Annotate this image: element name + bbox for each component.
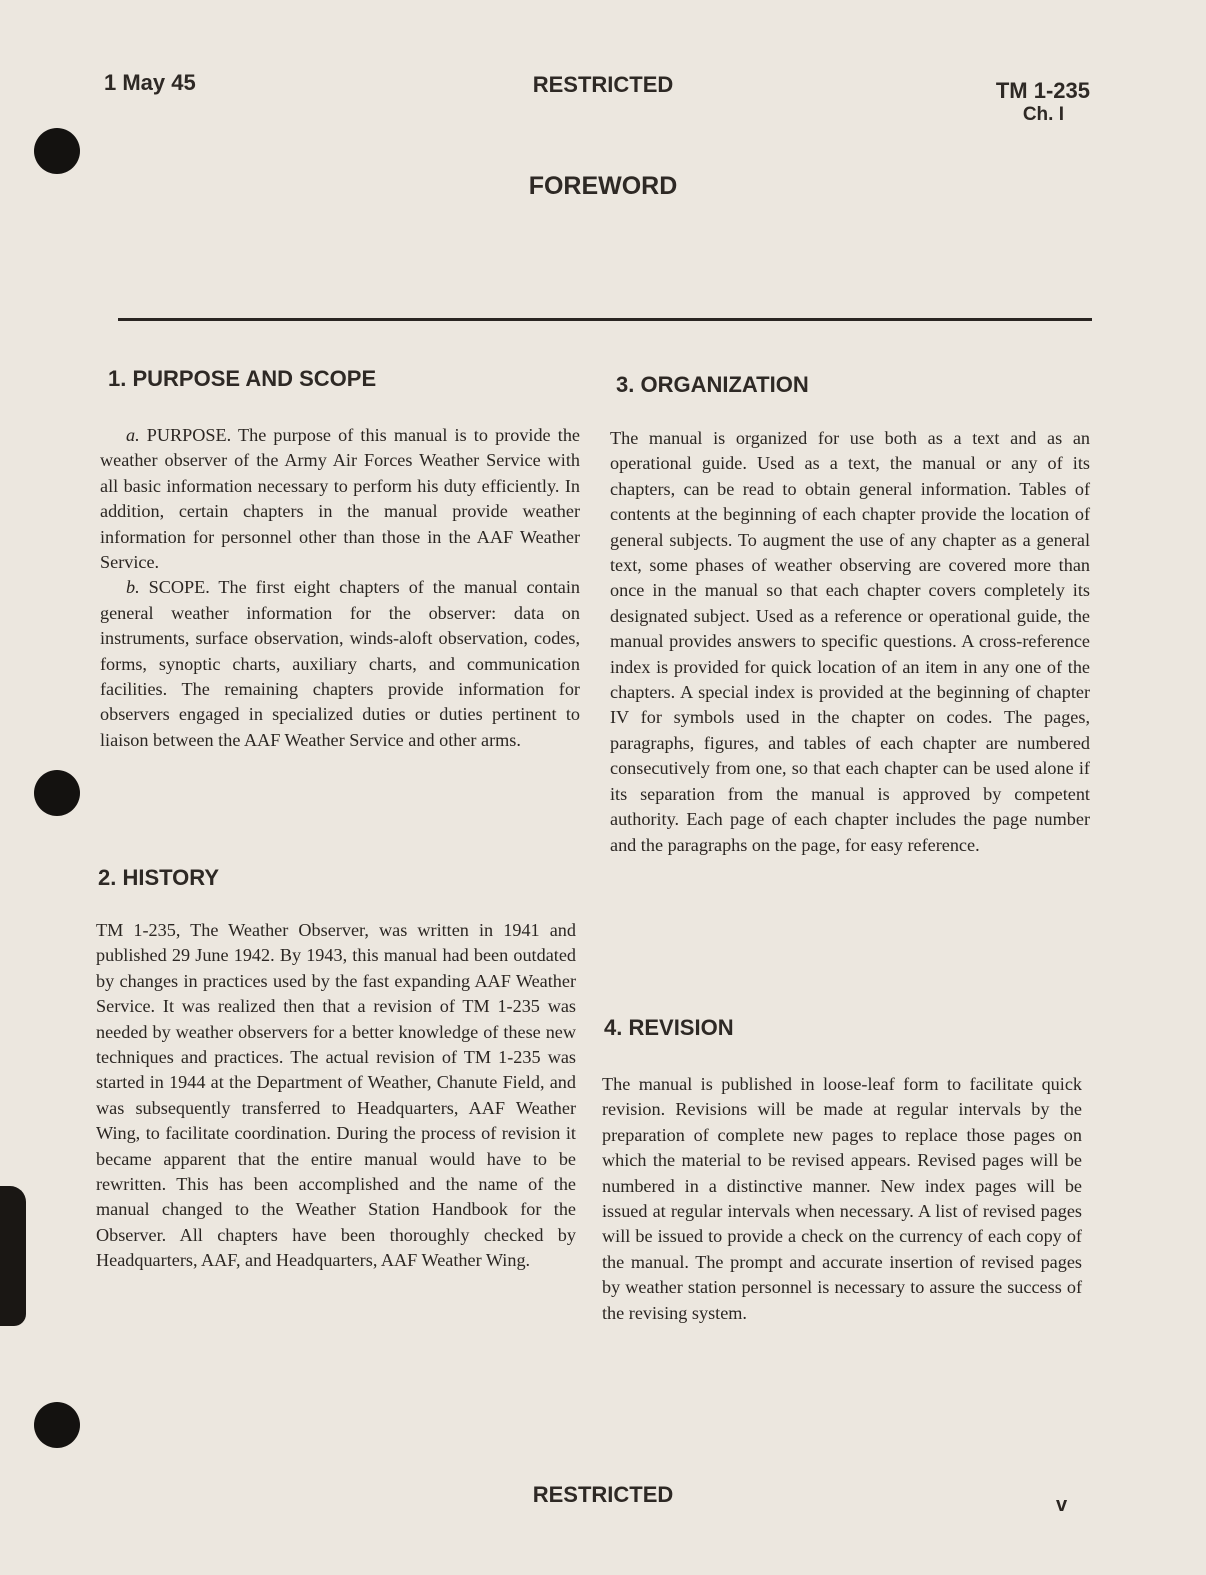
section-history-body: [96, 918, 576, 1274]
title-divider: [118, 318, 1092, 321]
scope-label: b.: [126, 577, 140, 598]
punch-hole-top: [34, 128, 80, 174]
section-revision-body: [602, 1072, 1082, 1326]
purpose-paragraph: [100, 423, 580, 575]
section-heading-history: 2. HISTORY: [98, 865, 220, 890]
footer-classification: RESTRICTED: [532, 1482, 674, 1507]
header-manual-number: TM 1-235: [995, 78, 1090, 103]
punch-hole-middle: [34, 770, 80, 816]
section-purpose-body: [100, 423, 580, 753]
purpose-label: a.: [126, 425, 140, 445]
scope-paragraph: [100, 575, 580, 753]
revision-paragraph: The manual is published in loose-leaf form to facilitate quick revision. Revisions will be made at regular intervals by the preparation of complete new pages to replace those pages on which the material to be revised appears. Revised pages will be numbered in a distinctive manner. New index pages will be issued at regular intervals when necessary. A list of revised pages will be issued to provide a check on the currency of each copy of the manual. The prompt and accurate insertion of revised pages by weather station personnel is necessary to assure the success of the revising system.: [602, 1074, 1082, 1323]
section-organization-body: [610, 426, 1090, 858]
scope-text: SCOPE. The first eight chapters of the manual contain general weather information for the observer: data on instruments, surface observation, winds-aloft observation, codes, forms, synoptic charts, auxiliary charts, and communication facilities. The remaining chapters provide information for observers engaged in specialized duties or duties pertinent to liaison between the AAF Weather Service and other arms.: [100, 577, 580, 750]
section-heading-organization: 3. ORGANIZATION: [616, 372, 809, 397]
history-paragraph: TM 1-235, The Weather Observer, was written in 1941 and published 29 June 1942. By 1943, this manual had been outdated by changes in practices used by the fast expanding AAF Weather Service. It was realized then that a revision of TM 1-235 was needed by weather observers for a better knowledge of these new techniques and practices. The actual revision of TM 1-235 was started in 1944 at the Department of Weather, Chanute Field, and was subsequently transferred to Headquarters, AAF Weather Wing, to facilitate coordination. During the process of revision it became apparent that the entire manual would have to be rewritten. This has been accomplished and the name of the manual changed to the Weather Station Handbook for the Observer. All chapters have been thoroughly checked by Headquarters, AAF, and Headquarters, AAF Weather Wing.: [96, 920, 576, 1271]
purpose-text: PURPOSE. The purpose of this manual is to provide the weather observer of the Army Air Forces Weather Service with all basic information necessary to perform his duty efficiently. In addition, certain chapters in the manual provide weather information for personnel other than those in the AAF Weather Service.: [100, 425, 580, 573]
organization-paragraph: The manual is organized for use both as a text and as an operational guide. Used as a text, the manual or any of its chapters, can be read to obtain general information. Tables of contents at the beginning of each chapter provide the location of general subjects. To augment the use of any chapter as a general text, some phases of weather observing are covered more than once in the manual so that each chapter covers completely its designated subject. Used as a reference or operational guide, the manual provides answers to specific questions. A cross-reference index is provided for quick location of an item in any one of the chapters. A special index is provided at the beginning of chapter IV for symbols used in the chapter on codes. The pages, paragraphs, figures, and tables of each chapter are numbered consecutively from one, so that each chapter can be used alone if its separation from the manual is approved by competent authority. Each page of each chapter includes the page number and the paragraphs on the page, for easy reference.: [610, 428, 1090, 855]
section-heading-revision: 4. REVISION: [604, 1015, 734, 1040]
punch-hole-bottom: [34, 1402, 80, 1448]
torn-edge: [0, 1186, 26, 1326]
header-chapter: Ch. I: [1022, 104, 1064, 125]
header-classification: RESTRICTED: [532, 72, 674, 97]
page-number: v: [1056, 1494, 1068, 1516]
page-title: FOREWORD: [528, 172, 678, 200]
section-heading-purpose: 1. PURPOSE AND SCOPE: [108, 366, 377, 391]
header-date: 1 May 45: [104, 70, 196, 95]
